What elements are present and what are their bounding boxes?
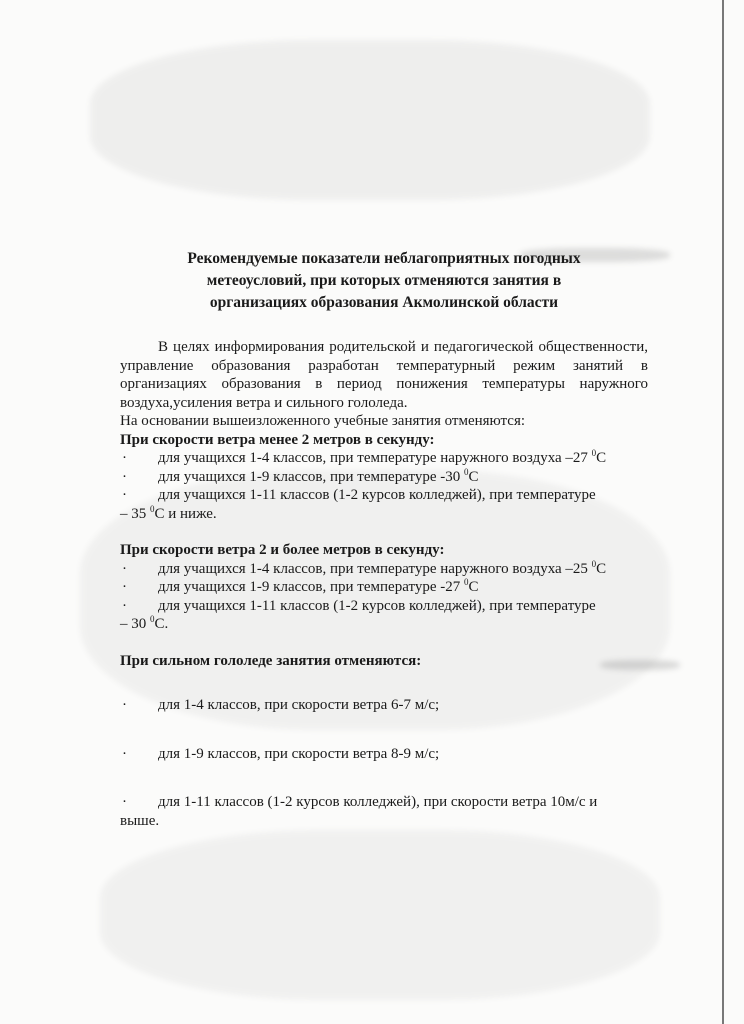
degree-mark: 0 [591,558,597,569]
section2-heading: При скорости ветра 2 и более метров в секунду: [120,542,445,558]
list-item [120,696,648,715]
item-text: для учащихся 1-11 классов (1-2 курсов колледжей), при температуре [158,597,596,614]
list-item [120,449,648,468]
bullet: · [122,487,127,503]
item-continuation [120,615,648,634]
degree-mark: 0 [150,503,155,514]
degree-mark: 0 [463,577,469,587]
bullet: · [122,697,127,713]
scan-smudge [90,40,650,200]
bullet: · [122,745,127,762]
list-item [120,597,648,634]
unit: С [468,468,479,485]
list-item [120,468,648,487]
item-cont-text: – 30 [120,616,147,632]
bullet: · [122,450,127,466]
item-text: для учащихся 1-4 классов, при температуре наружного воздуха –25 [158,560,588,577]
bullet: · [122,794,127,810]
degree-mark: 0 [150,614,155,624]
degree-mark: 0 [463,466,469,477]
scan-smudge [100,830,660,1000]
title-line-3: организациях образования Акмолинской области [209,294,559,311]
bullet: · [122,597,127,614]
item-cont-text: – 35 [120,505,147,522]
item-text: для 1-11 классов (1-2 курсов колледжей), при скорости ветра 10м/с и [158,794,598,810]
unit: С [468,579,479,595]
document-body [120,338,648,830]
item-text: для учащихся 1-11 классов (1-2 курсов колледжей), при температуре [158,487,596,503]
bullet: · [122,468,127,485]
list-item [120,560,648,579]
item-continuation [120,505,648,524]
bullet: · [122,579,127,595]
document-title [120,248,648,314]
title-line-2: метеоусловий, при которых отменяются занятия в [206,272,562,289]
scan-edge-line [722,0,724,1024]
unit: С [596,450,607,466]
list-item [120,578,648,597]
section3-heading: При сильном гололеде занятия отменяются: [120,652,422,669]
section1-heading: При скорости ветра менее 2 метров в секунду: [120,431,435,448]
intro-paragraph: В целях информирования родительской и педагогической общественности, управление образования разработан температурный режим занятий в организациях образования в период понижения температуры наружного воздуха,усиления ветра и сильного гололеда. [120,339,648,411]
bullet: · [122,560,127,577]
unit: С. [154,616,169,632]
unit: С и ниже. [154,505,217,522]
degree-mark: 0 [591,448,597,458]
unit: С [596,560,607,577]
list-item [120,793,648,830]
item-text: для учащихся 1-9 классов, при температуре -30 [158,468,461,485]
item-text: для 1-4 классов, при скорости ветра 6-7 м/с; [158,697,440,713]
list-item [120,745,648,764]
basis-line: На основании вышеизложенного учебные занятия отменяются: [120,413,526,429]
item-continuation: выше. [120,812,160,829]
item-text: для учащихся 1-9 классов, при температуре -27 [158,579,461,595]
item-text: для 1-9 классов, при скорости ветра 8-9 м/с; [158,745,440,762]
item-text: для учащихся 1-4 классов, при температуре наружного воздуха –27 [158,450,588,466]
title-line-1: Рекомендуемые показатели неблагоприятных погодных [187,250,581,267]
list-item [120,486,648,523]
